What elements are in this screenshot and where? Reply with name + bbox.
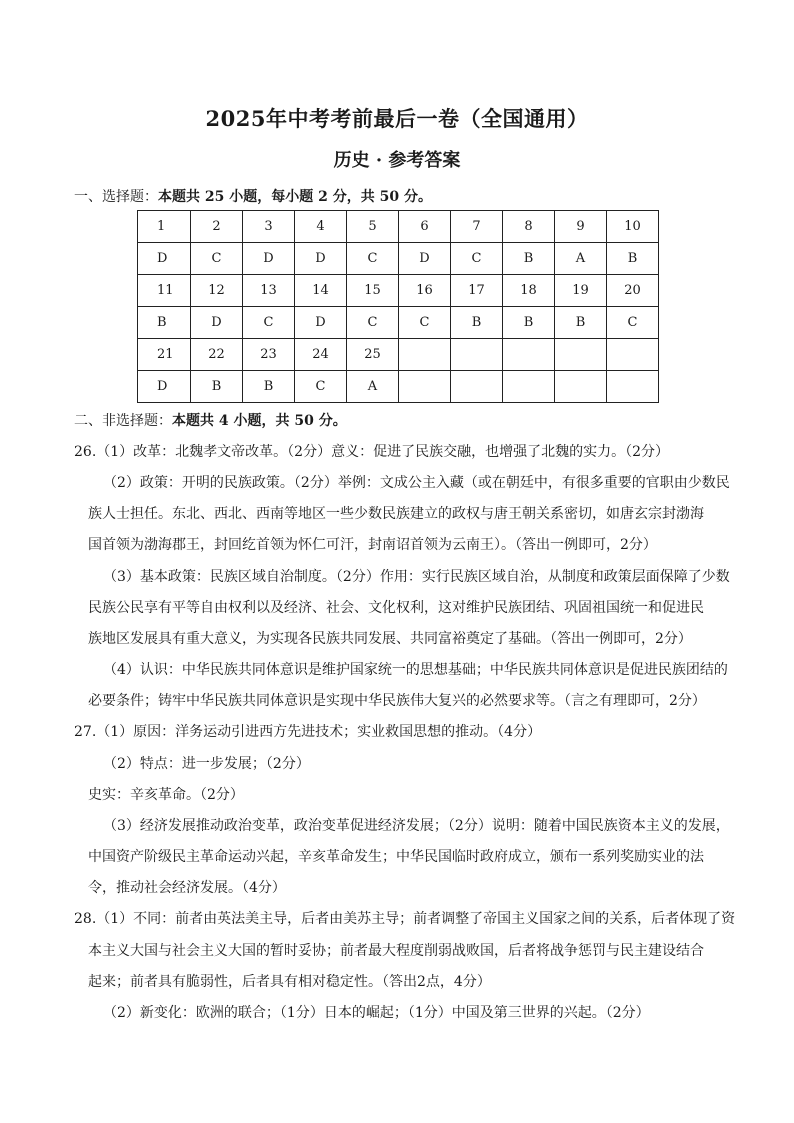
answer-table-cell: 12 [191, 275, 243, 307]
answer-line: 26.（1）改革：北魏孝文帝改革。（2分）意义：促进了民族交融，也增强了北魏的实力。（2分） [74, 444, 669, 460]
answer-line: 令，推动社会经济发展。（4分） [88, 880, 286, 896]
answer-table-cell: D [399, 243, 451, 275]
answer-table-cell: D [138, 243, 191, 275]
answer-table-cell [399, 371, 451, 403]
answer-table-cell: A [555, 243, 607, 275]
answer-line: 起来；前者具有脆弱性，后者具有相对稳定性。（答出2点，4分） [88, 974, 491, 990]
answer-table-cell: 10 [607, 211, 659, 243]
answer-line: （3）基本政策：民族区域自治制度。（2分）作用：实行民族区域自治，从制度和政策层面保障了少数 [103, 569, 730, 585]
answer-table-cell: 17 [451, 275, 503, 307]
answer-table-row [138, 307, 659, 339]
answer-line: （3）经济发展推动政治变革，政治变革促进经济发展；（2分）说明：随着中国民族资本主义的发展， [103, 818, 730, 834]
answer-table-cell: 9 [555, 211, 607, 243]
answer-table-cell: 3 [243, 211, 295, 243]
answer-line: （2）特点：进一步发展；（2分） [103, 756, 310, 772]
answer-line: 28.（1）不同：前者由英法美主导，后者由美苏主导；前者调整了帝国主义国家之间的关系，后者体现了资 [74, 911, 736, 927]
answer-line: 中国资产阶级民主革命运动兴起，辛亥革命发生；中华民国临时政府成立，颁布一系列奖励实业的法 [88, 849, 704, 865]
answer-table-cell: 19 [555, 275, 607, 307]
section-1-prefix: 一、选择题： [74, 189, 158, 205]
answer-table-cell: 7 [451, 211, 503, 243]
section-1-text: 本题共 25 小题，每小题 2 分，共 50 分。 [158, 189, 432, 205]
answer-table-cell [555, 371, 607, 403]
answer-table-cell: B [191, 371, 243, 403]
answer-table-cell: 25 [347, 339, 399, 371]
answer-table-cell: 6 [399, 211, 451, 243]
answer-table-cell: 24 [295, 339, 347, 371]
answer-line: 族地区发展具有重大意义，为实现各民族共同发展、共同富裕奠定了基础。（答出一例即可，2分） [88, 631, 692, 647]
answer-table-cell: 21 [138, 339, 191, 371]
answer-line: （2）新变化：欧洲的联合；（1分）日本的崛起；（1分）中国及第三世界的兴起。（2分） [103, 1005, 650, 1021]
answer-table-cell: B [503, 243, 555, 275]
answer-line: 民族公民享有平等自由权利以及经济、社会、文化权利，这对维护民族团结、巩固祖国统一和促进民 [88, 600, 704, 616]
answer-table-cell: 13 [243, 275, 295, 307]
answer-table-row [138, 211, 659, 243]
answer-table-cell: 16 [399, 275, 451, 307]
answer-table-cell [503, 371, 555, 403]
answer-line: （2）政策：开明的民族政策。（2分）举例：文成公主入藏（或在朝廷中，有很多重要的官职由少数民 [103, 475, 730, 491]
section-multiple-choice-heading [74, 186, 432, 206]
answer-table-cell: 2 [191, 211, 243, 243]
section-2-prefix: 二、非选择题： [74, 413, 172, 429]
answer-table-cell: 11 [138, 275, 191, 307]
answer-table-cell [451, 339, 503, 371]
answer-line: 史实：辛亥革命。（2分） [88, 787, 244, 803]
answer-table-cell: D [243, 243, 295, 275]
answer-table [137, 210, 659, 403]
section-non-choice-heading [74, 410, 347, 430]
answer-table-cell: C [295, 371, 347, 403]
answer-table-row [138, 339, 659, 371]
answer-table-cell: C [243, 307, 295, 339]
answer-line: 国首领为渤海郡王，封回纥首领为怀仁可汗，封南诏首领为云南王）。（答出一例即可，2分） [88, 537, 657, 553]
answer-table-cell: C [451, 243, 503, 275]
answer-line: 本主义大国与社会主义大国的暂时妥协；前者最大程度削弱战败国，后者将战争惩罚与民主建设结合 [88, 943, 704, 959]
answer-table-row [138, 275, 659, 307]
answer-table-cell: 8 [503, 211, 555, 243]
section-2-text: 本题共 4 小题，共 50 分。 [172, 413, 347, 429]
answer-table-row [138, 371, 659, 403]
answer-table-cell: D [191, 307, 243, 339]
answer-line: 27.（1）原因：洋务运动引进西方先进技术；实业救国思想的推动。（4分） [74, 724, 542, 740]
answer-line: （4）认识：中华民族共同体意识是维护国家统一的思想基础；中华民族共同体意识是促进民族团结的 [103, 662, 728, 678]
answer-table-cell: B [451, 307, 503, 339]
answer-table-cell: D [138, 371, 191, 403]
answer-table-cell: 1 [138, 211, 191, 243]
answer-table-cell: 22 [191, 339, 243, 371]
answer-table-cell: 23 [243, 339, 295, 371]
answer-table-cell: C [399, 307, 451, 339]
answer-table-cell: B [503, 307, 555, 339]
answer-table-cell [503, 339, 555, 371]
answer-table-cell: D [295, 307, 347, 339]
page-subtitle: 历史 · 参考答案 [333, 150, 461, 171]
answer-table-cell: C [347, 243, 399, 275]
answer-table-cell: A [347, 371, 399, 403]
answer-table-cell [607, 339, 659, 371]
answer-table-cell: 14 [295, 275, 347, 307]
answer-table-cell: B [555, 307, 607, 339]
answer-table-cell [451, 371, 503, 403]
answer-table-cell: 15 [347, 275, 399, 307]
answer-table-cell: D [295, 243, 347, 275]
answer-table-cell [399, 339, 451, 371]
answer-table-cell: C [347, 307, 399, 339]
answer-table-cell: C [607, 307, 659, 339]
page-title: 2025年中考考前最后一卷（全国通用） [205, 106, 589, 131]
answer-table-cell: 18 [503, 275, 555, 307]
answer-table-cell: C [191, 243, 243, 275]
answer-table-cell: 5 [347, 211, 399, 243]
answer-line: 必要条件；铸牢中华民族共同体意识是实现中华民族伟大复兴的必然要求等。（言之有理即可，2分） [88, 693, 706, 709]
answer-table-row [138, 243, 659, 275]
answer-table-cell [555, 339, 607, 371]
answer-table-cell: B [607, 243, 659, 275]
answer-table-cell: B [243, 371, 295, 403]
answer-table-cell: 20 [607, 275, 659, 307]
answer-table-cell [607, 371, 659, 403]
answer-line: 族人士担任。东北、西北、西南等地区一些少数民族建立的政权与唐王朝关系密切，如唐玄宗封渤海 [88, 506, 704, 522]
answer-table-cell: 4 [295, 211, 347, 243]
answer-table-cell: B [138, 307, 191, 339]
